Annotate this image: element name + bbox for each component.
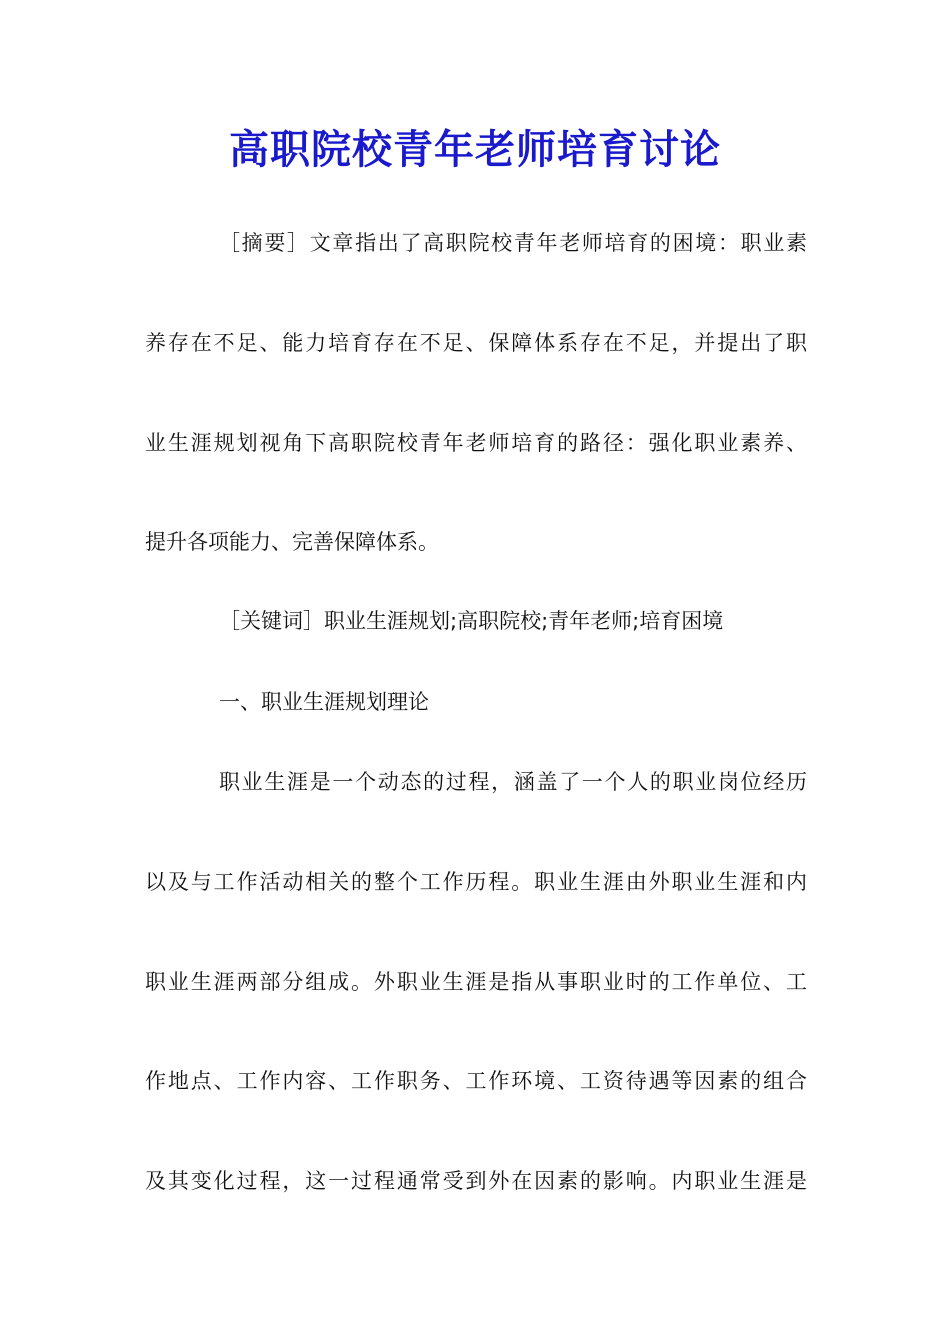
abstract-line-2: 养存在不足、能力培育存在不足、保障体系存在不足，并提出了职 (145, 331, 807, 355)
abstract-line-3: 业生涯规划视角下高职院校青年老师培育的路径：强化职业素养、 (145, 431, 807, 455)
abstract-line-4: 提升各项能力、完善保障体系。 (145, 530, 439, 554)
body-line-5: 及其变化过程，这一过程通常受到外在因素的影响。内职业生涯是 (145, 1169, 807, 1193)
section-heading: 一、职业生涯规划理论 (219, 690, 429, 714)
body-line-2: 以及与工作活动相关的整个工作历程。职业生涯由外职业生涯和内 (145, 870, 807, 894)
abstract-line-1: ［摘要］文章指出了高职院校青年老师培育的困境：职业素 (219, 231, 807, 255)
document-title: 高职院校青年老师培育讨论 (229, 126, 721, 173)
body-line-1: 职业生涯是一个动态的过程，涵盖了一个人的职业岗位经历 (219, 770, 807, 794)
keywords-line: ［关键词］职业生涯规划;高职院校;青年老师;培育困境 (219, 609, 724, 633)
body-line-3: 职业生涯两部分组成。外职业生涯是指从事职业时的工作单位、工 (145, 970, 807, 994)
body-line-4: 作地点、工作内容、工作职务、工作环境、工资待遇等因素的组合 (145, 1069, 807, 1093)
